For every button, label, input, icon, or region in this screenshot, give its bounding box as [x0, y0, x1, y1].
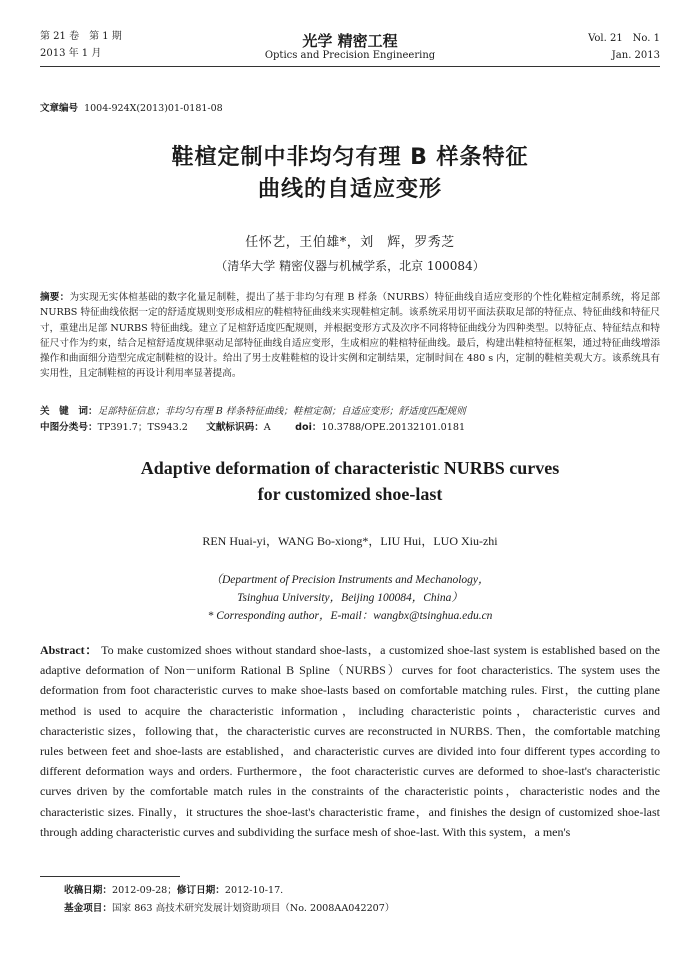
header-volume-cn: 第 21 卷 第 1 期: [40, 31, 122, 42]
cn-abstract: [40, 290, 660, 382]
clc-label: 中图分类号：: [40, 422, 98, 433]
revised-value: 2012-10-17.: [224, 885, 284, 896]
footnote-fund: [64, 902, 394, 916]
doc-code-label: 文献标识码：: [206, 422, 264, 433]
en-affiliation-line3[interactable]: * Corresponding author，E-mail：wangbx@tsinghua.edu.cn: [207, 610, 493, 622]
header-volume-en: Vol. 21 No. 1: [588, 33, 660, 44]
cn-title-line2: 曲线的自适应变形: [257, 177, 442, 202]
header-date-en: Jan. 2013: [611, 50, 660, 61]
en-abstract-text: To make customized shoes without standard shoe-lasts，a customized shoe-last system is established based on the adaptive deformation of Non－uniform Rational B Spline（NURBS）curves for foot characteristics. The system uses the deformation from foot characteristic curves to make shoe-lasts based on comfortable matching rules. First，the cutting plane method is used to acquire the characteristic information，including characteristic points，characteristic curves and characteristic sizes，following that，the characteristic curves are reconstructed in NURBS. Then，the comfortable matching rules between feet and shoe-lasts are established，and characteristic curves are divided into four different types according to different deformation ways and orders. Furthermore，the foot characteristic curves are deformed to shoe-last's characteristic curves driven by the comfortable match rules in the constraints of the characteristic points，characteristic nodes and the characteristic sizes. Finally，it structures the shoe-last's characteristic frame，and finishes the design of customized shoe-last through adding characteristic curves and subdividing the surface mesh of shoe-last. With this system，a men's: [40, 643, 660, 839]
revised-label: 修订日期：: [176, 885, 225, 896]
doc-code-value: A: [263, 422, 271, 433]
cn-title-line1: 鞋楦定制中非均匀有理 B 样条特征: [171, 145, 529, 170]
cn-keywords: [40, 404, 660, 419]
classification-line: [40, 420, 660, 435]
fund-label: 基金项目：: [64, 903, 112, 914]
clc-value: TP391.7；TS943.2: [97, 422, 188, 433]
doi-label: doi：: [295, 422, 322, 433]
cn-abstract-label: 摘要：: [40, 292, 70, 303]
en-affiliation-line1: （Department of Precision Instruments and Mechanology，: [210, 574, 490, 586]
article-number-label: 文章编号: [40, 103, 79, 114]
cn-affiliation: （清华大学 精密仪器与机械学系，北京 100084）: [215, 259, 485, 273]
journal-title-cn: 光学 精密工程: [302, 32, 398, 50]
footnote-rule: [40, 876, 180, 877]
fund-value: 国家 863 高技术研究发展计划资助项目（No. 2008AA042207）: [111, 903, 395, 914]
en-abstract: [40, 640, 660, 842]
article-number: [40, 100, 223, 114]
en-abstract-label: Abstract：: [40, 643, 98, 657]
journal-title-en: Optics and Precision Engineering: [264, 50, 436, 61]
footnote-dates: [64, 884, 283, 898]
en-authors: REN Huai-yi，WANG Bo-xiong*，LIU Hui，LUO Xiu-zhi: [202, 534, 498, 548]
en-title-line1: Adaptive deformation of characteristic NURBS curves: [140, 458, 560, 478]
en-affiliation-line2: Tsinghua University，Beijing 100084，China）: [237, 592, 463, 604]
received-value: 2012-09-28；: [111, 885, 177, 896]
cn-keywords-text: 足部特征信息；非均匀有理 B 样条特征曲线；鞋楦定制；自适应变形；舒适度匹配规则: [97, 406, 466, 417]
cn-keywords-label: 关 键 词：: [40, 406, 98, 417]
cn-authors: 任怀艺，王伯雄*，刘 辉，罗秀芝: [245, 235, 455, 250]
article-number-value: 1004-924X(2013)01-0181-08: [84, 103, 223, 114]
doi-value[interactable]: 10.3788/OPE.20132101.0181: [321, 422, 466, 433]
header-rule: [40, 66, 660, 67]
received-label: 收稿日期：: [64, 885, 112, 896]
cn-abstract-text: 为实现无实体楦基础的数字化量足制鞋，提出了基于非均匀有理 B 样条（NURBS）特征曲线自适应变形的个性化鞋楦定制系统，将足部 NURBS 特征曲线依据一定的舒适度规则变形成相应的鞋楦特征曲线来实现鞋楦定制。该系统采用切平面法获取足部的特征点、特征曲线和特征尺寸，重建出足部 NURBS 特征曲线。建立了足楦舒适度匹配规则，并根据变形方式及次序不同将特征曲线分为四种类型。以特征点、特征结点和特征尺寸作为约束，结合足楦舒适度规律驱动足部特征曲线自适应变形，生成相应的鞋楦特征曲线。最后，构建出鞋楦特征框架，通过特征曲线增添操作和曲面细分造型完成定制鞋楦的设计。给出了男士皮鞋鞋楦的设计实例和定制结果，定制时间在 480 s 内，定制的鞋楦美观大方。该系统具有实用性，且定制鞋楦的再设计利用率显著提高。: [40, 292, 660, 380]
en-title-line2: for customized shoe-last: [257, 484, 443, 504]
header-date-cn: 2013 年 1 月: [40, 48, 102, 59]
